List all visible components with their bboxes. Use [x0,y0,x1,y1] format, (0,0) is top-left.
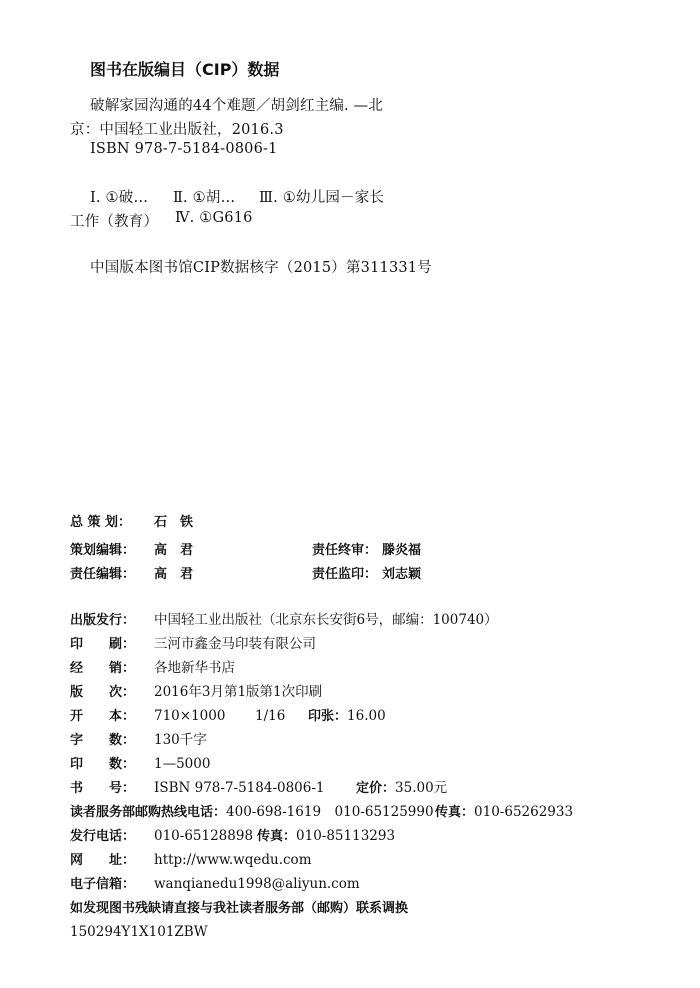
fax1-label: 传真： [435,805,475,820]
notice-text: 如发现图书残缺请直接与我社读者服务部（邮购）联系调换 [70,901,409,916]
print-supervisor-value: 刘志颖 [382,567,422,582]
email-value: wanqianedu1998@aliyun.com [154,876,360,892]
email-label: 电子信箱： [70,877,136,892]
publisher-label: 出版发行： [70,613,136,628]
words-label: 字 数： [70,733,136,748]
credit-row-chief-planner [70,512,193,532]
final-review-value: 滕炎福 [382,543,422,558]
cip-class-5: Ⅳ. ①G616 [175,210,253,226]
spec-row-publisher [70,610,498,630]
final-review-label: 责任终审： [312,543,378,558]
cip-isbn: ISBN 978-7-5184-0806-1 [90,141,278,157]
spec-row-print-run [70,754,210,774]
cip-number: 中国版本图书馆CIP数据核字（2015）第311331号 [90,260,432,276]
sheets-value: 16.00 [347,708,386,724]
credit-row-responsible-editor [70,564,193,584]
cip-class-1: Ⅰ. ①破… [90,190,149,206]
format-fold-value: 1/16 [255,708,286,724]
sales-phone-label: 发行电话： [70,829,136,844]
book-number-label: 书 号： [70,781,136,796]
planning-editor-label: 策划编辑： [70,543,136,558]
price-label: 定价： [356,781,396,796]
chief-planner-value: 石 铁 [154,515,194,530]
print-run-label: 印 数： [70,757,136,772]
website-label: 网 址： [70,853,136,868]
cip-line-title: 破解家园沟通的44个难题／胡剑红主编. —北 [90,98,384,114]
cip-class-3: Ⅲ. ①幼儿园－家长 [259,190,385,206]
fax1-value: 010-65262933 [474,804,574,820]
responsible-editor-label: 责任编辑： [70,567,136,582]
cip-line-publisher: 京：中国轻工业出版社，2016.3 [70,122,284,138]
publisher-value: 中国轻工业出版社（北京东长安街6号，邮编：100740） [154,612,498,628]
format-label: 开 本： [70,709,136,724]
spec-row-book-number [70,778,447,798]
spec-row-words [70,730,207,750]
book-number-value: ISBN 978-7-5184-0806-1 [154,780,325,796]
spec-row-sales-phone [70,826,395,846]
spec-row-format [70,706,386,726]
fax2-label: 传真： [257,829,297,844]
spec-row-printer [70,634,316,654]
credit-print-supervisor [312,564,421,584]
sales-phone-value: 010-65128898 [154,828,254,844]
responsible-editor-value: 高 君 [154,567,194,582]
fax2-value: 010-85113293 [296,828,396,844]
spec-row-edition [70,682,322,702]
cip-title: 图书在版编目（CIP）数据 [90,60,280,79]
spec-row-hotline [70,802,573,822]
cip-class-4: 工作（教育） [70,214,159,230]
words-value: 130千字 [154,732,207,748]
format-size-value: 710×1000 [154,708,226,724]
website-value: http://www.wqedu.com [154,852,312,868]
price-value: 35.00元 [395,780,448,796]
credit-final-review [312,540,421,560]
spec-notice [70,898,408,918]
print-run-value: 1—5000 [154,756,211,772]
hotline-label: 读者服务部邮购热线电话： [70,805,227,820]
chief-planner-label: 总 策 划： [70,515,132,530]
printer-value: 三河市鑫金马印装有限公司 [154,636,316,652]
credit-row-planning-editor [70,540,314,560]
printer-label: 印 刷： [70,637,136,652]
edition-label: 版 次： [70,685,136,700]
spec-row-distributor [70,658,235,678]
print-supervisor-label: 责任监印： [312,567,378,582]
planning-editor-value: 高 君 [154,543,194,558]
spec-row-email [70,874,360,894]
cip-class-2: Ⅱ. ①胡… [173,190,236,206]
hotline-value: 400-698-1619 010-65125990 [226,804,434,820]
distributor-value: 各地新华书店 [154,660,235,676]
code-text: 150294Y1X101ZBW [70,924,208,940]
sheets-label: 印张： [308,709,348,724]
spec-code [70,922,208,942]
edition-value: 2016年3月第1版第1次印刷 [154,684,323,700]
spec-row-website [70,850,312,870]
distributor-label: 经 销： [70,661,136,676]
